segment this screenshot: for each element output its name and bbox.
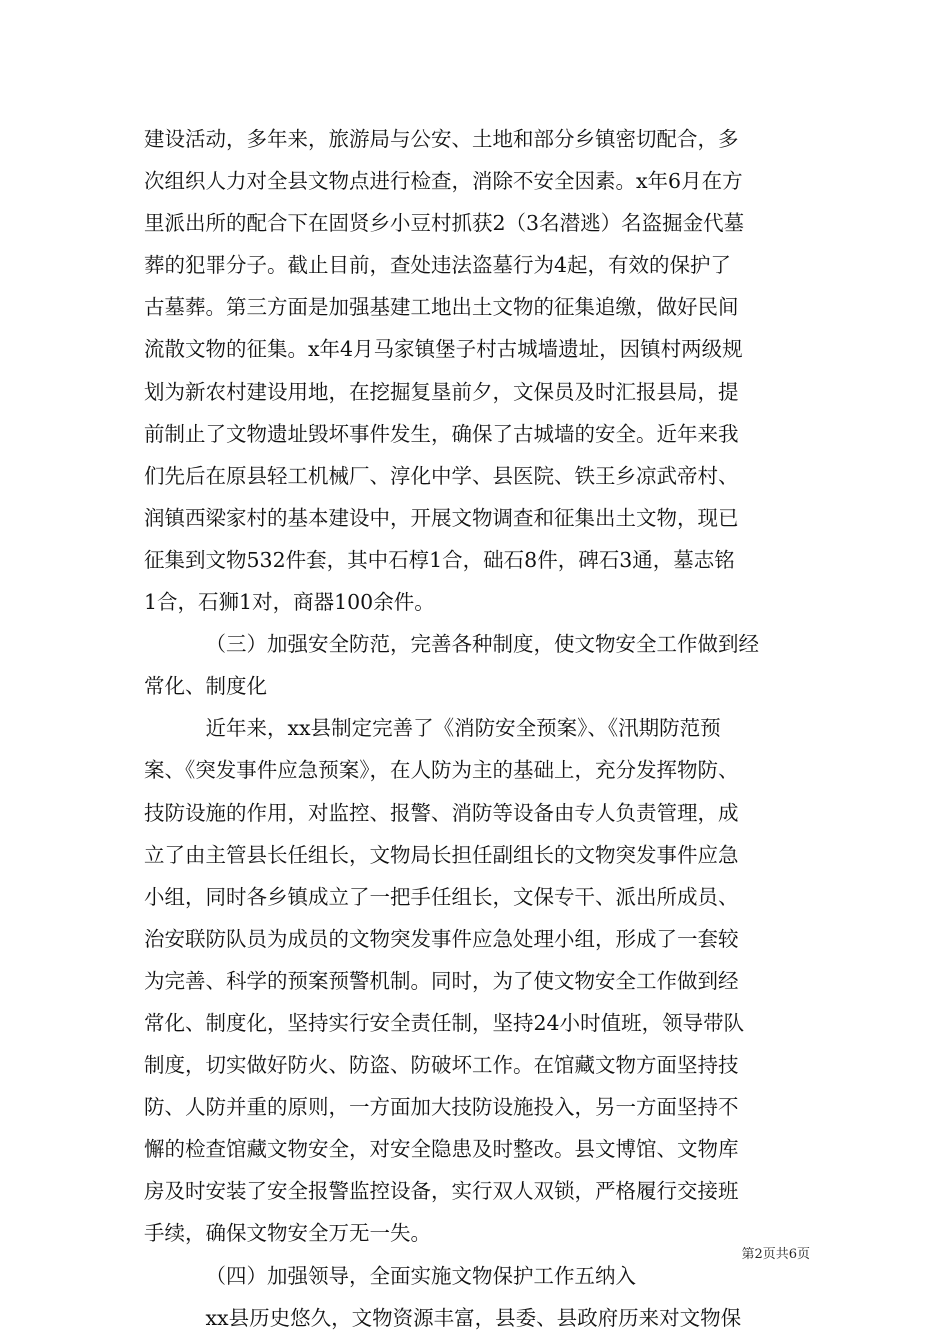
text-line: 技防设施的作用，对监控、报警、消防等设备由专人负责管理，成 <box>144 800 739 825</box>
text-line: 古墓葬。第三方面是加强基建工地出土文物的征集追缴，做好民间 <box>144 295 739 320</box>
text-line: 案、《突发事件应急预案》，在人防为主的基础上，充分发挥物防、 <box>144 758 739 783</box>
text-line: （四）加强领导，全面实施文物保护工作五纳入 <box>205 1263 636 1288</box>
text-line: 小组，同时各乡镇成立了一把手任组长，文保专干、派出所成员、 <box>144 884 739 909</box>
text-line: 近年来，xx县制定完善了《消防安全预案》、《汛期防范预 <box>205 716 721 741</box>
text-line: 征集到文物532件套，其中石椁1合，础石8件，碑石3通，墓志铭 <box>144 547 735 572</box>
text-line: 懈的检查馆藏文物安全，对安全隐患及时整改。县文博馆、文物库 <box>144 1137 739 1162</box>
text-line: 们先后在原县轻工机械厂、淳化中学、县医院、铁王乡凉武帝村、 <box>144 463 739 488</box>
text-line: 治安联防队员为成员的文物突发事件应急处理小组，形成了一套较 <box>144 926 739 951</box>
text-line: 前制止了文物遗址毁坏事件发生，确保了古城墙的安全。近年来我 <box>144 421 739 446</box>
page-footer: 第2页共6页 <box>741 1247 810 1262</box>
text-line: xx县历史悠久，文物资源丰富，县委、县政府历来对文物保 <box>205 1305 742 1330</box>
text-line: 建设活动，多年来，旅游局与公安、土地和部分乡镇密切配合，多 <box>144 127 739 151</box>
text-line: 流散文物的征集。x年4月马家镇堡子村古城墙遗址，因镇村两级规 <box>144 337 743 362</box>
text-line: 手续，确保文物安全万无一失。 <box>144 1221 431 1246</box>
text-line: （三）加强安全防范，完善各种制度，使文物安全工作做到经 <box>205 632 759 657</box>
document-body <box>144 118 814 1339</box>
text-line: 1合，石狮1对，商器100余件。 <box>144 590 435 615</box>
text-line: 里派出所的配合下在固贤乡小豆村抓获2（3名潜逃）名盗掘金代墓 <box>144 211 745 236</box>
text-line: 润镇西梁家村的基本建设中，开展文物调查和征集出土文物，现已 <box>144 505 739 530</box>
text-line: 制度，切实做好防火、防盗、防破坏工作。在馆藏文物方面坚持技 <box>144 1053 739 1078</box>
text-line: 划为新农村建设用地，在挖掘复垦前夕，文保员及时汇报县局，提 <box>144 379 739 404</box>
text-line: 为完善、科学的预案预警机制。同时，为了使文物安全工作做到经 <box>144 968 739 993</box>
text-line: 常化、制度化 <box>144 674 267 699</box>
text-line: 房及时安装了安全报警监控设备，实行双人双锁，严格履行交接班 <box>144 1179 739 1204</box>
text-line: 立了由主管县长任组长，文物局长担任副组长的文物突发事件应急 <box>144 842 739 867</box>
text-line: 常化、制度化，坚持实行安全责任制，坚持24小时值班，领导带队 <box>144 1010 745 1035</box>
text-line: 防、人防并重的原则，一方面加大技防设施投入，另一方面坚持不 <box>144 1095 739 1120</box>
text-line: 葬的犯罪分子。截止目前，查处违法盗墓行为4起，有效的保护了 <box>144 253 732 278</box>
text-line: 次组织人力对全县文物点进行检查，消除不安全因素。x年6月在方 <box>144 169 743 194</box>
